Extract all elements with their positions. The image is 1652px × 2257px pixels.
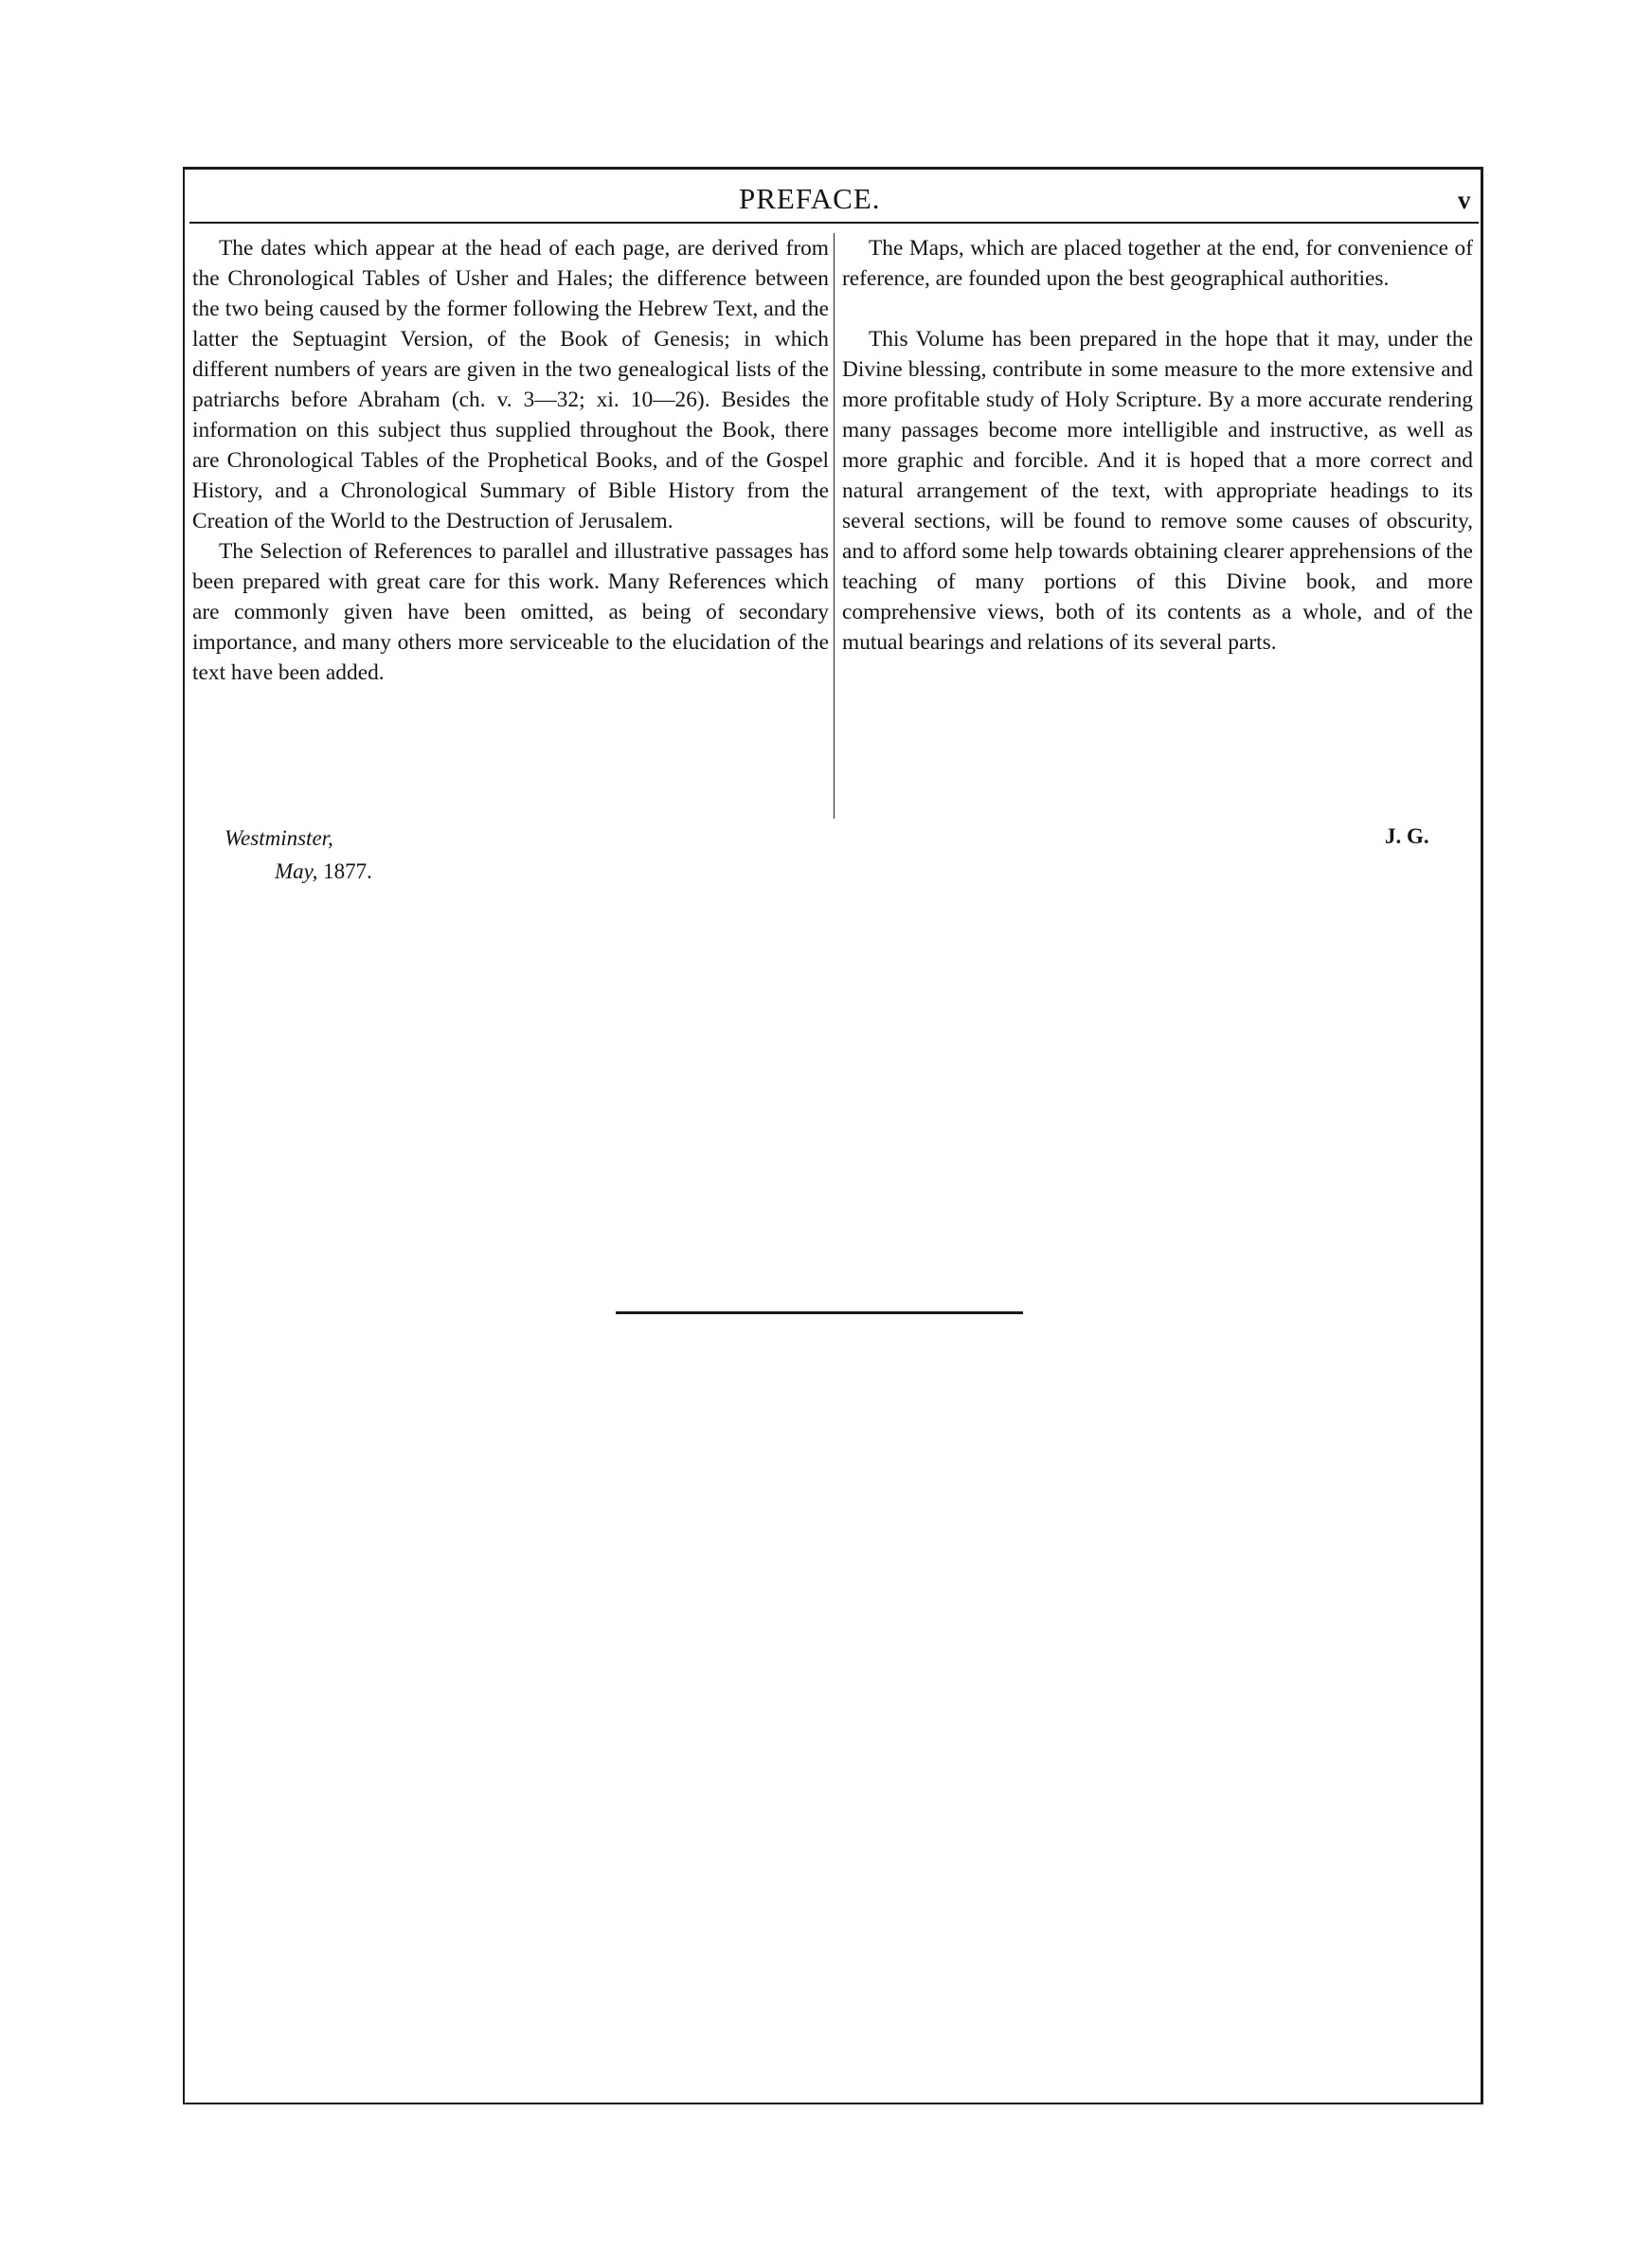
end-rule: [616, 1311, 1023, 1314]
paragraph-maps: The Maps, which are placed together at the end, for convenience of reference, are founded upon the best geographical authorities.: [842, 236, 1473, 291]
header-rule: [189, 222, 1479, 224]
paragraph-references: The Selection of References to parallel and illustrative passages has been prepared with great care for this work. Many References which are commonly given have been omitted, as being of secondary importance, and many others more serviceable to the elucidation of the text have been added.: [192, 539, 829, 685]
signature-place: Westminster,: [224, 826, 333, 850]
signature-date: [275, 859, 372, 884]
page-number: v: [1458, 186, 1471, 214]
column-divider: [834, 233, 835, 819]
signature-initials: J. G.: [1385, 824, 1429, 848]
paragraph-purpose: This Volume has been prepared in the hope that it may, under the Divine blessing, contribute in some measure to the more extensive and more profitable study of Holy Scripture. By a more accurate rendering many passages become more intelligible and instructive, as well as more graphic and forcible. And it is hoped that a more correct and natural arrangement of the text, with appropriate headings to its several sections, will be found to remove some causes of obscurity, and to afford some help towards obtaining clearer apprehensions of the teaching of many portions of this Divine book, and more comprehensive views, both of its contents as a whole, and of the mutual bearings and relations of its several parts.: [842, 327, 1473, 655]
running-head: PREFACE.: [739, 182, 881, 215]
left-column: [192, 233, 829, 688]
right-column: [842, 233, 1473, 658]
paragraph-dates: The dates which appear at the head of each page, are derived from the Chronological Tables of Usher and Hales; the difference between the two being caused by the former following the Hebrew Text, and the latter the Septuagint Version, of the Book of Genesis; in which different numbers of years are given in the two genealogical lists of the patriarchs before Abraham (ch. v. 3—32; xi. 10—26). Besides the information on this subject thus supplied throughout the Book, there are Chronological Tables of the Prophetical Books, and of the Gospel History, and a Chronological Summary of Bible History from the Creation of the World to the Destruction of Jerusalem.: [192, 236, 829, 533]
signature-month: May,: [275, 859, 318, 883]
signature-year: 1877.: [323, 859, 372, 883]
